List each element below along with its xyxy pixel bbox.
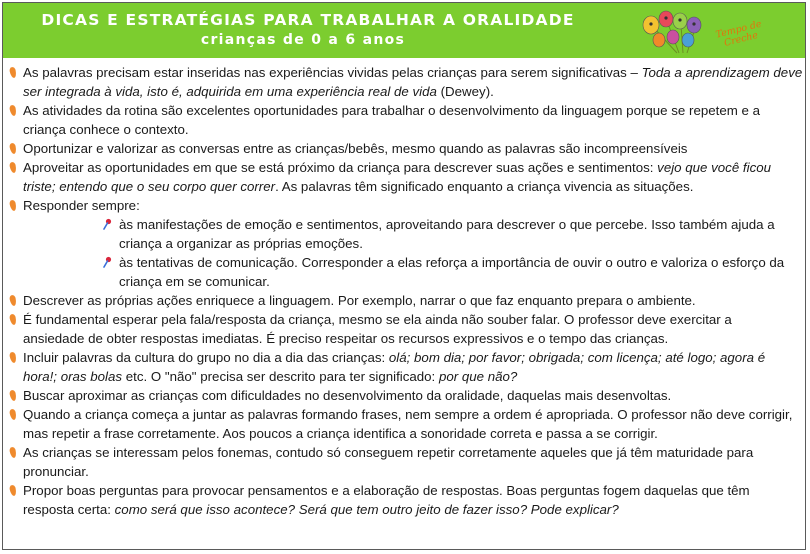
list-item: [9, 443, 797, 481]
text-line: [23, 158, 797, 177]
bullet-drop-icon: [9, 161, 17, 173]
text-run: criança conhece o contexto.: [23, 122, 189, 137]
text-line: [23, 348, 797, 367]
text-line: [119, 253, 797, 272]
text-line: [23, 120, 797, 139]
text-line: [23, 329, 797, 348]
text-run: mas repetir a frase corretamente. Aos poucos a criança identifica a sonoridade correta e passa a se corrigir.: [23, 426, 658, 441]
list-item: [9, 139, 797, 158]
text-run: (Dewey).: [436, 84, 494, 99]
text-run: Incluir palavras da cultura do grupo no dia a dia das crianças:: [23, 350, 389, 365]
list-item: [9, 386, 797, 405]
text-run: . As palavras têm significado enquanto a criança vivencia as situações.: [275, 179, 694, 194]
text-line: [23, 63, 803, 82]
list-item: [9, 348, 797, 386]
text-line: [23, 101, 797, 120]
text-run: Responder sempre:: [23, 198, 140, 213]
bullet-drop-icon: [9, 294, 17, 306]
text-run: Descrever as próprias ações enriquece a linguagem. Por exemplo, narrar o que faz enquanto prepara o ambiente.: [23, 293, 696, 308]
list-item: [9, 310, 797, 348]
text-run: As crianças se interessam pelos fonemas, contudo só conseguem repetir corretamente aqueles que já têm maturidade para: [23, 445, 754, 460]
italic-text: hora!; oras bolas: [23, 369, 123, 384]
text-line: [23, 367, 797, 386]
list-item: [9, 481, 797, 519]
page-title: DICAS E ESTRATÉGIAS PARA TRABALHAR A ORALIDADE: [41, 11, 575, 29]
bullet-drop-icon: [9, 104, 17, 116]
text-run: criança a organizar as próprias emoções.: [119, 236, 363, 251]
italic-text: Toda a aprendizagem deve: [641, 65, 803, 80]
text-line: [23, 177, 797, 196]
page-subtitle: crianças de 0 a 6 anos: [200, 32, 406, 48]
italic-text: ser integrada à vida, isto é, adquirida em uma experiência real de vida: [23, 84, 437, 99]
text-run: Oportunizar e valorizar as conversas entre as crianças/bebês, mesmo quando as palavras são incompreensíveis: [23, 141, 688, 156]
tips-card: [2, 2, 806, 550]
text-line: [23, 386, 797, 405]
text-line: [23, 443, 797, 462]
bullet-drop-icon: [9, 484, 17, 496]
italic-text: vejo que você ficou: [657, 160, 772, 175]
text-run: etc. O "não" precisa ser descrito para ter significado:: [122, 369, 439, 384]
text-run: pronunciar.: [23, 464, 89, 479]
sub-list-item: [9, 215, 797, 253]
text-run: Quando a criança começa a juntar as palavras formando frases, nem sempre a ordem é apropriada. O professor não deve corrigir,: [23, 407, 793, 422]
list-item: [9, 101, 797, 139]
italic-text: como será que isso acontece? Será que tem outro jeito de fazer isso? Pode explicar?: [114, 502, 619, 517]
italic-text: por que não?: [438, 369, 518, 384]
text-line: [23, 310, 797, 329]
text-line: [119, 234, 797, 253]
list-item: [9, 291, 797, 310]
text-run: As atividades da rotina são excelentes oportunidades para trabalhar o desenvolvimento da linguagem porque se repetem e a: [23, 103, 760, 118]
bullet-drop-icon: [9, 389, 17, 401]
text-line: [23, 424, 797, 443]
bullet-drop-icon: [9, 446, 17, 458]
bullet-drop-icon: [9, 351, 17, 363]
text-line: [23, 82, 797, 101]
bullet-drop-icon: [9, 66, 17, 78]
header-banner: [3, 3, 805, 58]
bullet-drop-icon: [9, 313, 17, 325]
text-run: As palavras precisam estar inseridas nas experiências vividas pelas crianças para serem significativas –: [23, 65, 642, 80]
text-line: [23, 139, 797, 158]
text-run: criança em se comunicar.: [119, 274, 270, 289]
bullet-drop-icon: [9, 199, 17, 211]
text-run: É fundamental esperar pela fala/resposta da criança, mesmo se ela ainda não souber falar. O professor deve exercitar a: [23, 312, 732, 327]
text-run: às tentativas de comunicação. Corresponder a elas reforça a importância de ouvir o outro e valoriza o esforço da: [119, 255, 785, 270]
text-run: resposta certa:: [23, 502, 115, 517]
tips-list: [9, 63, 803, 519]
list-item: [9, 63, 803, 101]
list-item: [9, 405, 797, 443]
list-item: [9, 158, 797, 196]
list-item: [9, 196, 797, 215]
pushpin-icon: [102, 218, 112, 230]
text-run: ansiedade de obter respostas imediatas. É preciso respeitar os recursos expressivos e o tempo das crianças.: [23, 331, 669, 346]
text-run: Propor boas perguntas para provocar pensamentos e a elaboração de respostas. Boas perguntas fogem daquelas que têm: [23, 483, 750, 498]
text-run: às manifestações de emoção e sentimentos, aproveitando para descrever o que percebe. Isso também ajuda a: [119, 217, 775, 232]
text-line: [23, 481, 797, 500]
text-line: [23, 405, 797, 424]
text-line: [23, 196, 797, 215]
text-line: [119, 215, 797, 234]
text-run: Buscar aproximar as crianças com dificuldades no desenvolvimento da oralidade, daquelas mais desenvoltas.: [23, 388, 672, 403]
text-run: Aproveitar as oportunidades em que se está próximo da criança para descrever suas ações e sentimentos:: [23, 160, 658, 175]
text-line: [23, 462, 797, 481]
bullet-drop-icon: [9, 142, 17, 154]
italic-text: olá; bom dia; por favor; obrigada; com licença; até logo; agora é: [388, 350, 766, 365]
pushpin-icon: [102, 256, 112, 268]
logo-text: Tempo de Creche: [714, 18, 763, 49]
bullet-drop-icon: [9, 408, 17, 420]
sub-list-item: [9, 253, 797, 291]
text-line: [23, 500, 797, 519]
italic-text: triste; entendo que o seu corpo quer correr: [23, 179, 276, 194]
text-line: [23, 291, 797, 310]
text-line: [119, 272, 797, 291]
